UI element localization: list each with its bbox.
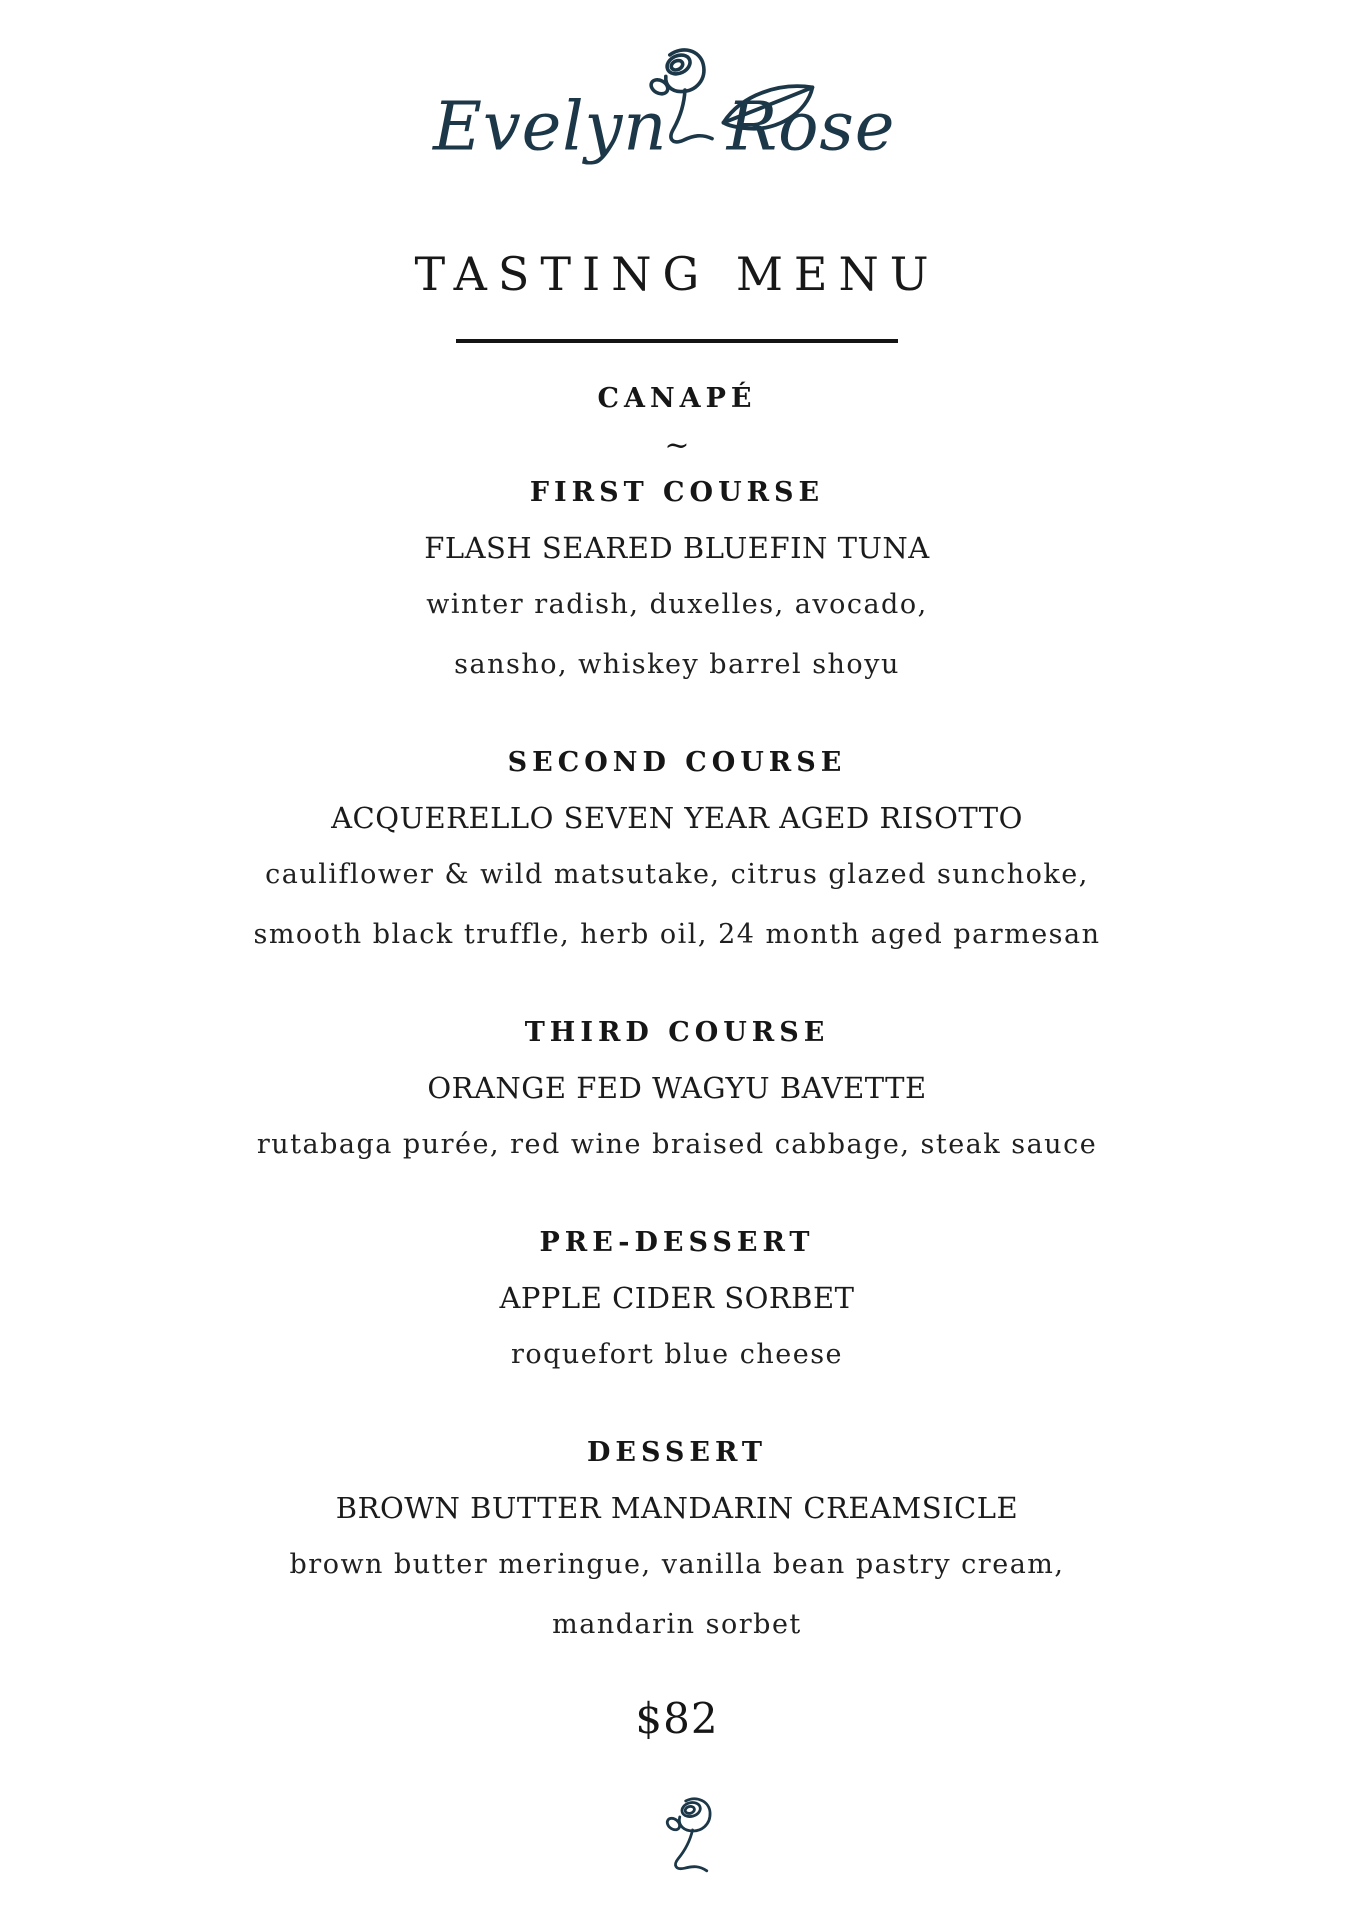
rose-mark-icon xyxy=(649,1788,725,1884)
dish-description-line: winter radish, duxelles, avocado, xyxy=(426,589,928,620)
dish-description-line: roquefort blue cheese xyxy=(510,1339,844,1370)
course-third xyxy=(257,1005,1097,1175)
course-header-canape: CANAPÉ xyxy=(597,383,757,414)
dish-name: APPLE CIDER SORBET xyxy=(499,1281,855,1315)
course-header: FIRST COURSE xyxy=(529,477,825,508)
dish-description-line: rutabaga purée, red wine braised cabbage, steak sauce xyxy=(256,1129,1098,1160)
dish-name: ACQUERELLO SEVEN YEAR AGED RISOTTO xyxy=(331,801,1023,835)
tilde-separator: ~ xyxy=(664,428,690,463)
course-second xyxy=(253,735,1100,965)
course-header: THIRD COURSE xyxy=(524,1017,830,1048)
brand-logo xyxy=(428,42,898,189)
dish-description-line: smooth black truffle, herb oil, 24 month aged parmesan xyxy=(253,919,1101,950)
dish-description-line: mandarin sorbet xyxy=(552,1609,802,1640)
page-title: TASTING MENU xyxy=(414,247,940,301)
course-first xyxy=(424,465,930,695)
menu-body xyxy=(253,371,1100,1880)
brand-word-evelyn: Evelyn xyxy=(433,87,668,166)
menu-price: $82 xyxy=(635,1694,719,1743)
course-header: SECOND COURSE xyxy=(507,747,847,778)
dish-description-line: sansho, whiskey barrel shoyu xyxy=(454,649,900,680)
brand-word-rose: Rose xyxy=(726,87,896,166)
dish-name: FLASH SEARED BLUEFIN TUNA xyxy=(424,531,930,565)
dish-name: BROWN BUTTER MANDARIN CREAMSICLE xyxy=(335,1491,1019,1525)
course-header: DESSERT xyxy=(586,1437,768,1468)
course-pre-dessert xyxy=(499,1215,854,1385)
dish-description-line: brown butter meringue, vanilla bean pastry cream, xyxy=(289,1549,1065,1580)
course-dessert xyxy=(290,1425,1065,1655)
course-header: PRE-DESSERT xyxy=(539,1227,815,1258)
dish-description-line: cauliflower & wild matsutake, citrus glazed sunchoke, xyxy=(265,859,1089,890)
dish-name: ORANGE FED WAGYU BAVETTE xyxy=(427,1071,927,1105)
title-divider xyxy=(456,339,898,343)
